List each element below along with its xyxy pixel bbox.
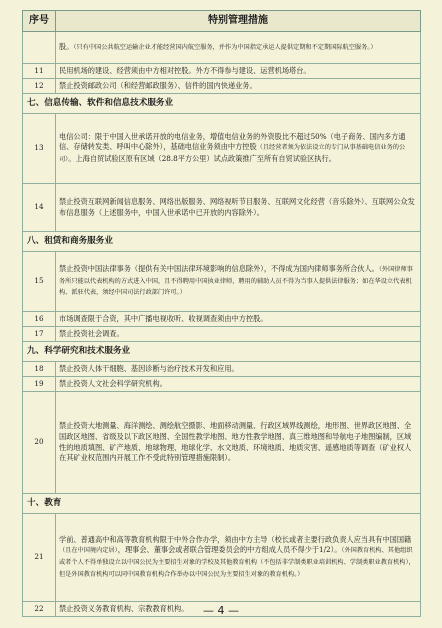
section-header-row (23, 494, 421, 514)
row-text: 禁止投资大地测量、海洋测绘、测绘航空摄影、地面移动测量、行政区域界线测绘，地形图、世界政区地图、全国政区地图、省级及以下政区地图、全国性教学地图、地方性教学地图、真三维地图和导航电子地图编制，区域性的地质填图、矿产地质、地球物理、地球化学、水文地质、环境地质、地质灾害、遥感地质等调查（矿业权人在其矿业权范围内开展工作不受此特别管理措施限制）。 (56, 392, 421, 494)
row-text: 禁止投资人文社会科学研究机构。 (56, 377, 421, 392)
section-header-row (23, 232, 421, 252)
row-text: 禁止投资社会调查。 (56, 327, 421, 342)
row-text: 禁止投资义务教育机构、宗教教育机构。 (56, 602, 421, 617)
row-text-part: 。上海自贸试验区原有区域（28.8平方公里）试点政策推广至所有自贸试验区执行。 (68, 153, 336, 163)
row-number: 13 (23, 114, 56, 184)
row-number: 20 (23, 392, 56, 494)
table-header-row (23, 11, 421, 32)
section-title: 十、教育 (23, 494, 421, 514)
table-row (23, 252, 421, 312)
continued-text: 股。 (59, 41, 74, 51)
row-text (56, 252, 421, 312)
row-text (56, 32, 421, 64)
table-row (23, 184, 421, 232)
row-number: 11 (23, 64, 56, 79)
row-number: 16 (23, 312, 56, 327)
table-row (23, 514, 421, 602)
row-text: 禁止投资人体干细胞、基因诊断与治疗技术开发和应用。 (56, 362, 421, 377)
row-number: 21 (23, 514, 56, 602)
row-note: （外国律师事务所只能以代表机构的方式进入中国，且不得聘用中国执业律师，聘用的辅助人员不得为当事人提供法律服务；如在华设立代表机构、派驻代表，须经中国司法行政部门许可。） (59, 266, 413, 297)
table-row (23, 327, 421, 342)
row-text-part: 电信公司：限于中国入世承诺开放的电信业务，增值电信业务的外资股比不超过50%（电子商务、国内多方通信、存储转发类、呼叫中心除外），基础电信业务须由中方控股 (59, 131, 406, 152)
table-row (23, 362, 421, 377)
section-header-row (23, 94, 421, 114)
row-number (23, 32, 56, 64)
row-text-part: 学前、普通高中和高等教育机构限于中外合作办学，须由中方主导（校长或者主要行政负责人应当具有中国国籍 (59, 534, 412, 544)
row-number: 22 (23, 602, 56, 617)
row-note: （且经营者须为依法设立的专门从事基础电信业务的公司） (59, 144, 406, 163)
table-row (23, 79, 421, 94)
special-measures-table (22, 10, 421, 617)
row-text-part: 禁止投资中国法律事务（提供有关中国法律环境影响的信息除外），不得成为国内律师事务所合伙人。 (59, 264, 379, 274)
row-number: 14 (23, 184, 56, 232)
row-number: 12 (23, 79, 56, 94)
row-text: 市场调查限于合资，其中广播电视收听、收视调查须由中方控股。 (56, 312, 421, 327)
table-row (23, 312, 421, 327)
section-title: 九、科学研究和技术服务业 (23, 342, 421, 362)
row-text: 民用机场的建设、经营须由中方相对控股。外方不得参与建设、运营机场塔台。 (56, 64, 421, 79)
section-title: 七、信息传输、软件和信息技术服务业 (23, 94, 421, 114)
row-text (56, 514, 421, 602)
row-note: （且在中国境内定居） (59, 547, 118, 555)
column-header-measures: 特别管理措施 (56, 11, 421, 32)
page-number: — 4 — (203, 604, 239, 617)
row-number: 18 (23, 362, 56, 377)
row-number: 17 (23, 327, 56, 342)
table-row (23, 32, 421, 64)
row-number: 19 (23, 377, 56, 392)
row-number: 15 (23, 252, 56, 312)
row-text (56, 114, 421, 184)
row-text-part: ，理事会、董事会或者联合管理委员会的中方组成人员不得少于1/2）。 (117, 545, 342, 555)
section-title: 八、租赁和商务服务业 (23, 232, 421, 252)
table-row (23, 377, 421, 392)
row-text: 禁止投资邮政公司（和经营邮政服务）、信件的国内快递业务。 (56, 79, 421, 94)
row-note: （外国教育机构、其他组织或者个人不得单独设立以中国公民为主要招生对象的学校及其他教育机构（不包括非学制类职业培训机构、学制类职业教育机构），但是外国教育机构可以同中国教育机构合作举办以中国公民为主要招生对象的教育机构。） (59, 547, 415, 578)
table-row (23, 64, 421, 79)
row-text: 禁止投资互联网新闻信息服务、网络出版服务、网络视听节目服务、互联网文化经营（音乐除外）、互联网公众发布信息服务（上述服务中，中国入世承诺中已开放的内容除外）。 (56, 184, 421, 232)
column-header-number: 序号 (23, 11, 56, 32)
table-row (23, 114, 421, 184)
continued-note: （只有中国公共航空运输企业才能经营国内航空服务，并作为中国指定承运人提供定期和不定期国际航空服务。） (73, 43, 377, 51)
section-header-row (23, 342, 421, 362)
table-row (23, 392, 421, 494)
